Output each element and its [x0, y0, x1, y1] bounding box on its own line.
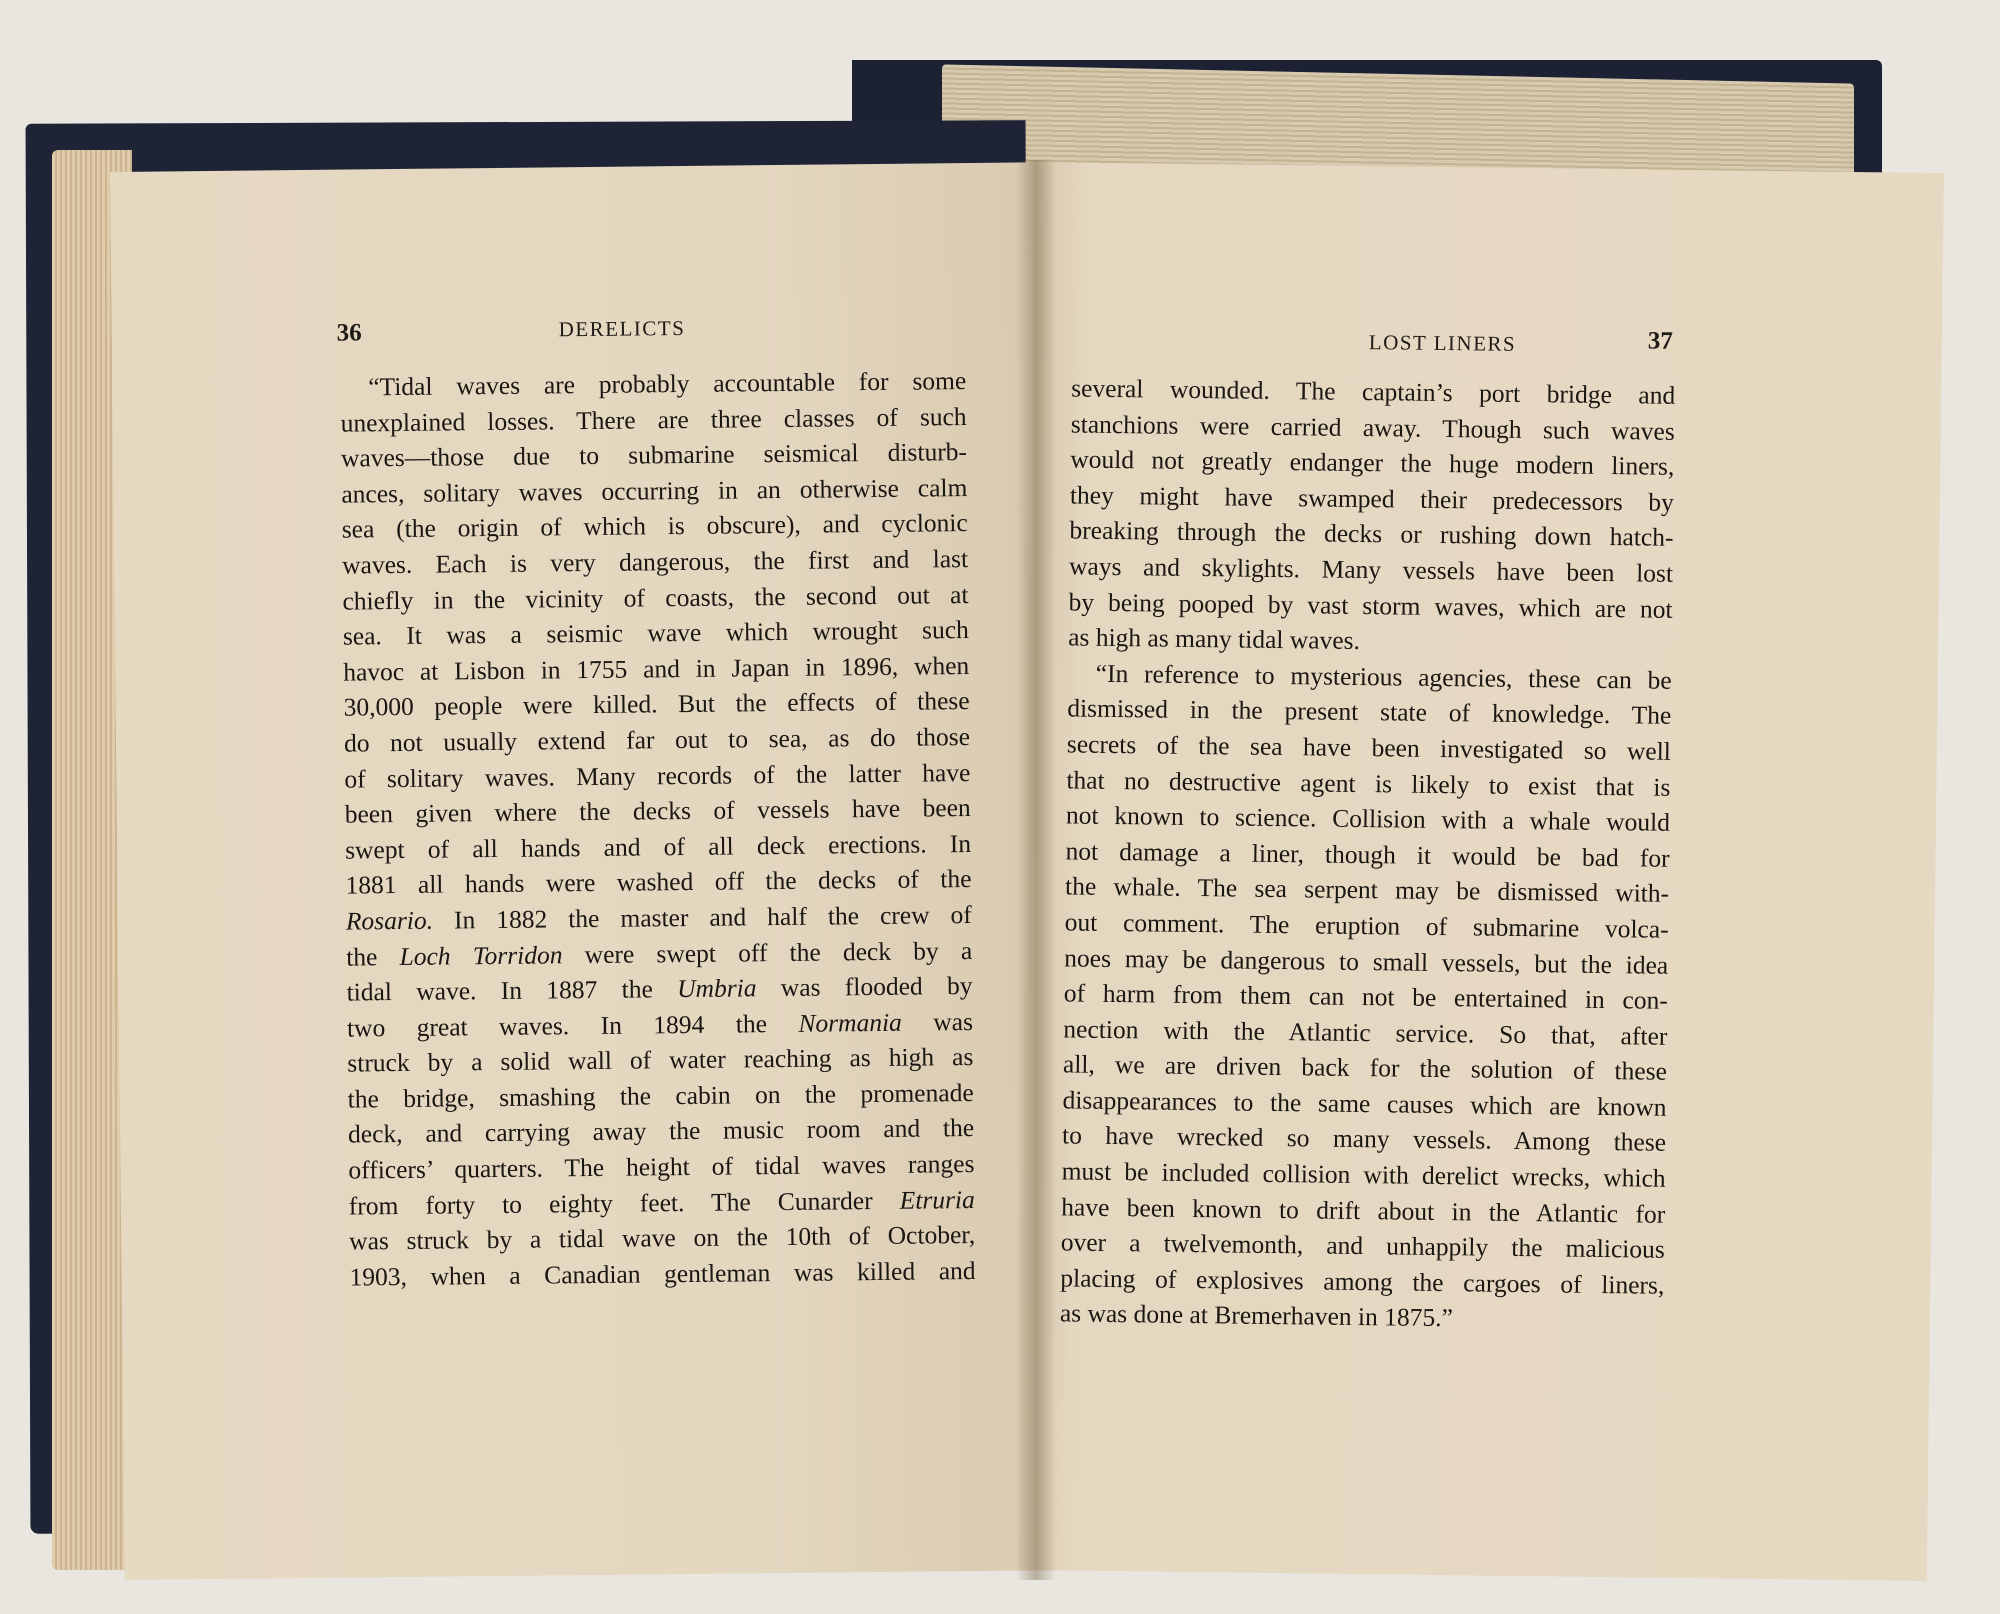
text-line: officers’ quarters. The height of tidal waves ranges [348, 1149, 975, 1185]
text-line: not known to science. Collision with a whale would [1065, 800, 1671, 837]
text-line: 1903, when a Canadian gentleman was killed and [349, 1255, 976, 1292]
text-line: sea. It was a seismic wave which wrought such [342, 615, 969, 651]
text-line: must be included collision with derelict wrecks, which [1061, 1156, 1666, 1193]
text-line: tidal wave. In 1887 the Umbria was flooded by [346, 971, 973, 1007]
text-line: ways and skylights. Many vessels have been lost [1068, 551, 1674, 588]
text-line: not damage a liner, though it would be bad for [1065, 836, 1670, 873]
text-line: nection with the Atlantic service. So that, after [1063, 1014, 1668, 1051]
text-line: ances, solitary waves occurring in an otherwise calm [341, 472, 968, 509]
text-line: the Loch Torridon were swept off the deck by a [346, 935, 973, 972]
text-line: have been known to drift about in the Atlantic for [1061, 1192, 1666, 1229]
text-line: dismissed in the present state of knowledge. The [1067, 693, 1672, 731]
text-line: waves—those due to submarine seismical disturb- [340, 437, 968, 473]
book-gutter [1016, 160, 1056, 1580]
text-line: disappearances to the same causes which are known [1062, 1085, 1667, 1122]
text-line: over a twelvemonth, and unhappily the malicious [1060, 1227, 1665, 1265]
text-line: as high as many tidal waves. [1068, 622, 1361, 656]
text-line: havoc at Lisbon in 1755 and in Japan in 1896, when [343, 650, 970, 687]
text-line: sea (the origin of which is obscure), and cyclonic [341, 508, 968, 544]
text-line: out comment. The eruption of submarine volca- [1064, 907, 1669, 944]
running-head: LOST LINERS [1368, 330, 1517, 356]
text-line: from forty to eighty feet. The Cunarder Etruria [348, 1184, 975, 1221]
text-line: as was done at Bremerhaven in 1875.” [1059, 1298, 1454, 1333]
text-line: they might have swamped their predecessors by [1069, 480, 1675, 517]
page-number: 37 [1647, 327, 1674, 355]
text-line: “Tidal waves are probably accountable for some [368, 366, 967, 402]
text-line: of solitary waves. Many records of the latter have [344, 757, 971, 794]
text-line: secrets of the sea have been investigated so well [1066, 729, 1672, 766]
text-line: “In reference to mysterious agencies, these can be [1095, 658, 1672, 695]
running-head: DERELICTS [558, 315, 686, 342]
text-line: noes may be dangerous to small vessels, but the idea [1064, 942, 1669, 980]
text-line: stanchions were carried away. Though such waves [1070, 409, 1675, 446]
text-line: swept of all hands and of all deck erections. In [344, 828, 972, 865]
text-line: to have wrecked so many vessels. Among these [1061, 1120, 1667, 1158]
text-line: chiefly in the vicinity of coasts, the second out at [342, 579, 969, 616]
left-page-body [340, 363, 976, 1295]
text-line: unexplained losses. There are three classes of such [340, 401, 967, 438]
text-line: by being pooped by vast storm waves, which are not [1068, 586, 1673, 624]
left-page [110, 162, 1053, 1580]
text-line: that no destructive agent is likely to exist that is [1066, 764, 1671, 802]
text-line: the bridge, smashing the cabin on the promenade [347, 1077, 974, 1114]
right-page [1019, 162, 1944, 1581]
text-line: been given where the decks of vessels have been [344, 793, 971, 829]
text-line: Rosario. In 1882 the master and half the crew of [345, 899, 972, 936]
right-page-header [1034, 312, 1942, 356]
text-line: 1881 all hands were washed off the decks of the [345, 864, 972, 900]
text-line: deck, and carrying away the music room and the [347, 1113, 975, 1150]
text-line: two great waves. In 1894 the Normania was [346, 1006, 974, 1043]
text-line: 30,000 people were killed. But the effects of these [343, 686, 970, 722]
text-line: of harm from them can not be entertained in con- [1063, 978, 1668, 1015]
text-line: placing of explosives among the cargoes of liners, [1060, 1263, 1665, 1300]
text-line: would not greatly endanger the huge modern liners, [1070, 444, 1675, 482]
text-line: several wounded. The captain’s port bridge and [1071, 373, 1676, 410]
text-line: waves. Each is very dangerous, the first and last [341, 544, 969, 580]
text-line: all, we are driven back for the solution of these [1062, 1049, 1668, 1087]
text-line: was struck by a tidal wave on the 10th of October, [349, 1220, 976, 1256]
text-line: breaking through the decks or rushing down hatch- [1069, 515, 1674, 553]
right-page-body [1060, 370, 1676, 1338]
text-line: do not usually extend far out to sea, as do those [343, 721, 971, 758]
text-line: struck by a solid wall of water reaching as high as [347, 1042, 974, 1078]
page-number: 36 [336, 319, 362, 347]
left-page-header [112, 312, 1040, 352]
text-line: the whale. The sea serpent may be dismissed with- [1064, 871, 1670, 909]
